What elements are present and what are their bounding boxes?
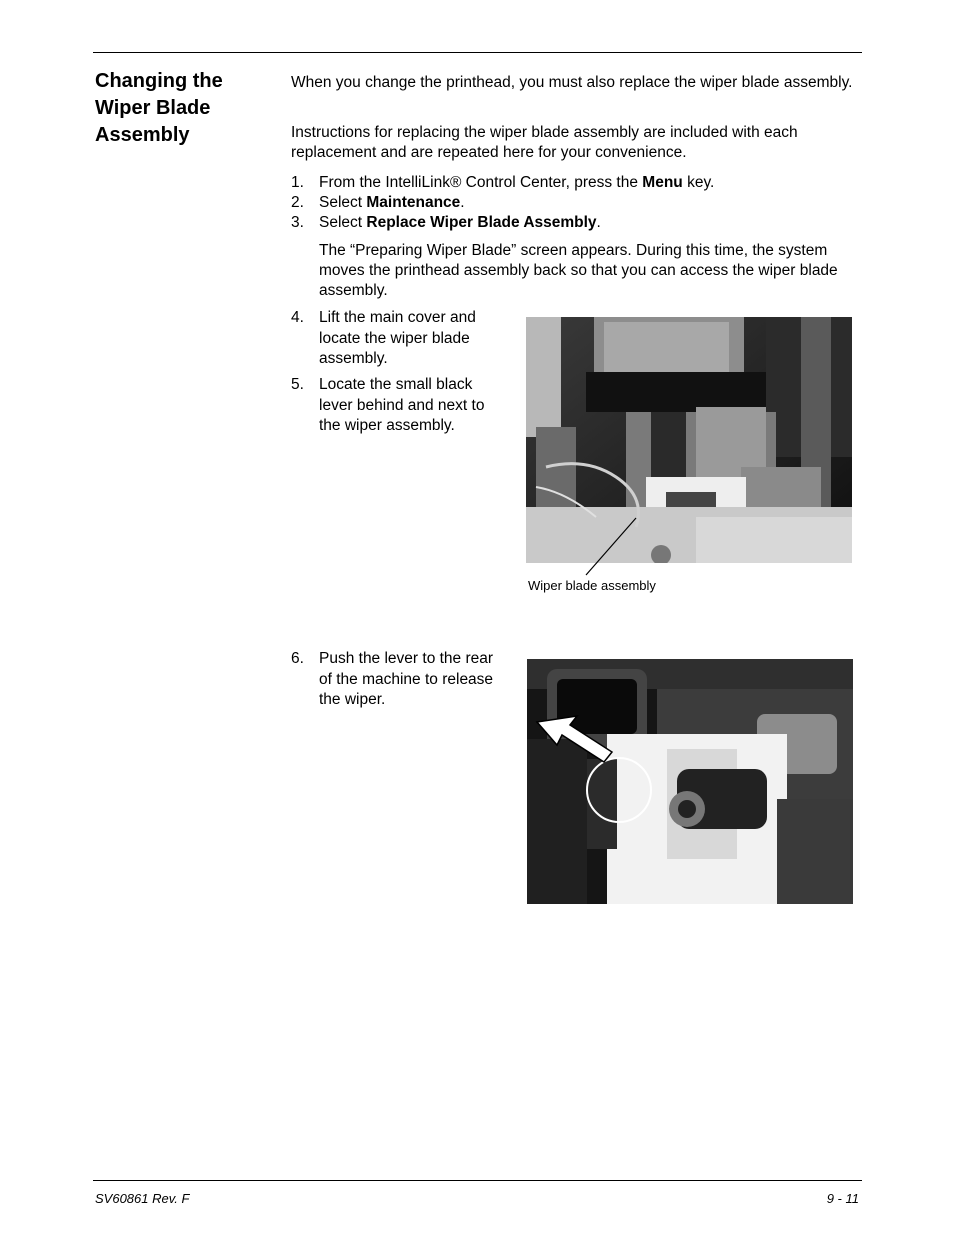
step-number: 6. — [291, 650, 304, 667]
step-text: Push the lever to the rear of the machine to release the wiper. — [319, 650, 494, 708]
header-rule — [93, 52, 862, 53]
step-text-end: . — [460, 194, 465, 211]
footer-page-number: 9 - 11 — [826, 1191, 859, 1206]
step-text: Locate the small black lever behind and next to the wiper assembly. — [319, 376, 485, 434]
step-number: 2. — [291, 194, 304, 211]
step-number: 1. — [291, 174, 304, 191]
step-number: 3. — [291, 214, 304, 231]
callout-line — [580, 505, 660, 580]
wiper-blade-photo — [526, 317, 852, 563]
step-text: Select — [319, 194, 367, 211]
step-text: Select — [319, 214, 367, 231]
figure-caption: Wiper blade assembly — [528, 578, 656, 593]
step-text: From the IntelliLink® Control Center, press the — [319, 174, 643, 191]
step-text: Lift the main cover and locate the wiper blade assembly. — [319, 309, 476, 367]
replace-wiper-label: Replace Wiper Blade Assembly — [366, 214, 597, 231]
release-lever-photo-illustration — [527, 659, 853, 904]
intro-paragraph-2: Instructions for replacing the wiper blade assembly are included with each replacement and are repeated here for your convenience. — [291, 124, 798, 161]
section-title: Changing the Wiper Blade Assembly — [95, 70, 223, 146]
step-number: 4. — [291, 309, 304, 326]
intro-paragraph-1: When you change the printhead, you must also replace the wiper blade assembly. — [291, 74, 853, 91]
footer-doc-id: SV60861 Rev. F — [95, 1191, 190, 1206]
menu-key-label: Menu — [642, 174, 683, 191]
wiper-blade-photo-illustration — [526, 317, 852, 563]
maintenance-label: Maintenance — [366, 194, 461, 211]
step-number: 5. — [291, 376, 304, 393]
footer-rule — [93, 1180, 862, 1181]
step-text-end: . — [596, 214, 601, 231]
release-lever-photo — [527, 659, 853, 904]
step-3-note: The “Preparing Wiper Blade” screen appears. During this time, the system moves the printhead assembly back so that you can access the wiper blade assembly. — [319, 242, 838, 299]
step-text-end: key. — [682, 174, 715, 191]
